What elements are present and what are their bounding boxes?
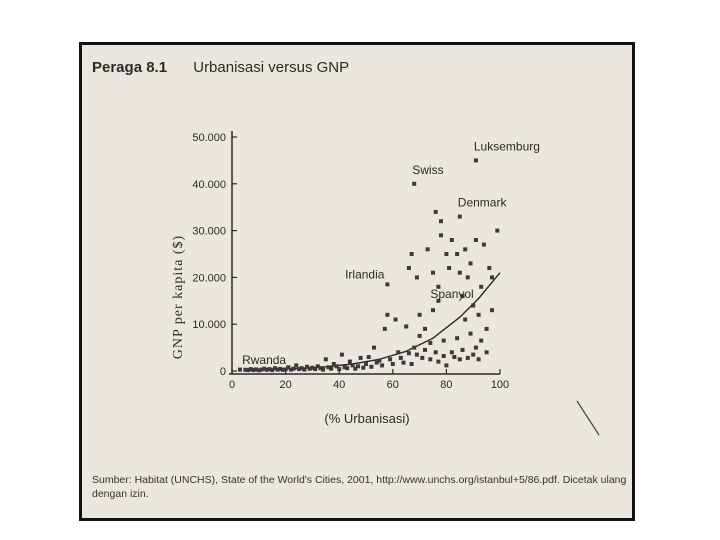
x-tick-label: 40 xyxy=(333,379,346,391)
point-label: Irlandia xyxy=(345,267,385,282)
point-label: Swiss xyxy=(412,162,444,177)
figure-title: Urbanisasi versus GNP xyxy=(193,59,350,76)
y-tick-label: 20.000 xyxy=(192,272,226,285)
stray-pen-mark xyxy=(82,45,632,465)
point-label: Spanyol xyxy=(430,286,474,301)
y-tick-label: 30.000 xyxy=(192,225,226,238)
x-tick-label: 80 xyxy=(440,379,453,391)
point-label: Denmark xyxy=(457,195,507,210)
x-tick-label: 100 xyxy=(490,379,510,391)
x-tick-label: 0 xyxy=(228,379,236,391)
slide-frame xyxy=(79,42,635,521)
source-note: Sumber: Habitat (UNCHS), State of the World's Cities, 2001, http://www.unchs.org/istanbul+5/86.pdf. Dicetak ulang dengan izin. xyxy=(92,474,627,500)
point-label: Rwanda xyxy=(242,353,287,368)
y-tick-label: 50.000 xyxy=(192,132,226,144)
x-axis-label: (% Urbanisasi) xyxy=(324,411,410,426)
y-tick-label: 40.000 xyxy=(192,178,226,191)
x-tick-label: 60 xyxy=(386,379,399,391)
figure-number: Peraga 8.1 xyxy=(92,59,168,76)
point-label: Luksemburg xyxy=(473,139,540,154)
y-tick-label: 0 xyxy=(219,366,226,378)
y-tick-label: 10.000 xyxy=(192,319,226,332)
y-axis-label: GNP per kapita ($) xyxy=(171,234,186,360)
x-tick-label: 20 xyxy=(279,379,292,391)
